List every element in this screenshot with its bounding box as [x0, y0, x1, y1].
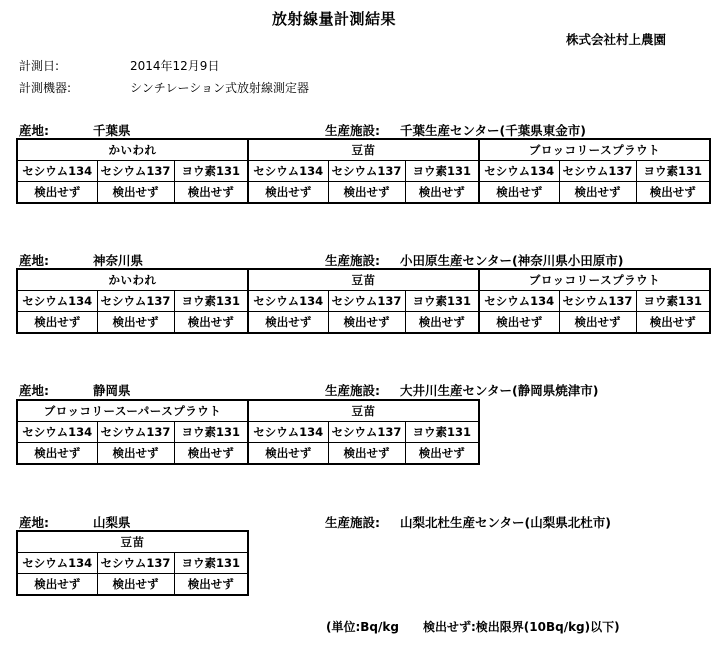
isotope-header: セシウム134: [479, 291, 559, 312]
product-header: 豆苗: [248, 269, 479, 291]
isotope-header: セシウム137: [559, 161, 636, 182]
origin-label: 産地:: [19, 383, 49, 398]
result-cell: 検出せず: [405, 443, 479, 465]
result-cell: 検出せず: [248, 312, 328, 334]
product-header: 豆苗: [248, 139, 479, 161]
origin-label: 産地:: [19, 253, 49, 268]
result-cell: 検出せず: [636, 182, 710, 204]
result-cell: 検出せず: [17, 574, 97, 596]
result-cell: 検出せず: [405, 312, 479, 334]
isotope-header: ヨウ素131: [405, 291, 479, 312]
origin-value: 千葉県: [93, 123, 131, 138]
result-cell: 検出せず: [479, 312, 559, 334]
product-header: 豆苗: [17, 531, 248, 553]
result-cell: 検出せず: [17, 182, 97, 204]
device-label: 計測機器:: [19, 81, 72, 95]
result-cell: 検出せず: [559, 312, 636, 334]
origin-value: 神奈川県: [93, 253, 144, 268]
isotope-header: セシウム134: [17, 553, 97, 574]
isotope-header: セシウム134: [17, 291, 97, 312]
isotope-header: セシウム137: [328, 161, 405, 182]
origin-value: 静岡県: [93, 383, 131, 398]
result-cell: 検出せず: [636, 312, 710, 334]
isotope-header: セシウム137: [97, 553, 174, 574]
origin-label: 産地:: [19, 123, 49, 138]
isotope-header: セシウム134: [17, 161, 97, 182]
result-cell: 検出せず: [479, 182, 559, 204]
result-cell: 検出せず: [97, 182, 174, 204]
isotope-header: ヨウ素131: [174, 422, 248, 443]
result-cell: 検出せず: [405, 182, 479, 204]
result-cell: 検出せず: [248, 443, 328, 465]
result-cell: 検出せず: [174, 312, 248, 334]
measure-date: 2014年12月9日: [130, 59, 220, 73]
isotope-header: セシウム137: [559, 291, 636, 312]
device-name: シンチレーション式放射線測定器: [130, 81, 309, 95]
facility-value: 大井川生産センター(静岡県焼津市): [400, 383, 599, 398]
product-header: ブロッコリースーパースプラウト: [17, 400, 248, 422]
product-header: かいわれ: [17, 269, 248, 291]
result-cell: 検出せず: [328, 182, 405, 204]
result-cell: 検出せず: [248, 182, 328, 204]
result-cell: 検出せず: [17, 443, 97, 465]
result-cell: 検出せず: [174, 182, 248, 204]
isotope-header: セシウム137: [328, 422, 405, 443]
results-table: [16, 399, 480, 465]
product-header: ブロッコリースプラウト: [479, 139, 710, 161]
result-cell: 検出せず: [559, 182, 636, 204]
isotope-header: ヨウ素131: [174, 161, 248, 182]
result-cell: 検出せず: [17, 312, 97, 334]
facility-label: 生産施設:: [325, 123, 380, 138]
product-header: ブロッコリースプラウト: [479, 269, 710, 291]
isotope-header: ヨウ素131: [405, 161, 479, 182]
result-cell: 検出せず: [97, 312, 174, 334]
product-header: 豆苗: [248, 400, 479, 422]
result-cell: 検出せず: [174, 574, 248, 596]
company-name: 株式会社村上農園: [566, 32, 667, 47]
facility-value: 小田原生産センター(神奈川県小田原市): [400, 253, 624, 268]
isotope-header: セシウム134: [248, 161, 328, 182]
isotope-header: ヨウ素131: [636, 291, 710, 312]
facility-label: 生産施設:: [325, 383, 380, 398]
facility-label: 生産施設:: [325, 515, 380, 530]
facility-value: 千葉生産センター(千葉県東金市): [400, 123, 586, 138]
isotope-header: セシウム137: [97, 161, 174, 182]
measure-date-label: 計測日:: [19, 59, 60, 73]
footer-note: (単位:Bq/kg 検出せず:検出限界(10Bq/kg)以下): [326, 620, 620, 634]
isotope-header: セシウム134: [248, 422, 328, 443]
results-table: [16, 138, 711, 204]
origin-label: 産地:: [19, 515, 49, 530]
results-table: [16, 530, 249, 596]
facility-label: 生産施設:: [325, 253, 380, 268]
isotope-header: セシウム137: [97, 422, 174, 443]
product-header: かいわれ: [17, 139, 248, 161]
result-cell: 検出せず: [328, 312, 405, 334]
origin-value: 山梨県: [93, 515, 131, 530]
isotope-header: ヨウ素131: [405, 422, 479, 443]
isotope-header: ヨウ素131: [174, 553, 248, 574]
isotope-header: セシウム137: [328, 291, 405, 312]
results-table: [16, 268, 711, 334]
isotope-header: セシウム134: [479, 161, 559, 182]
isotope-header: セシウム134: [17, 422, 97, 443]
result-cell: 検出せず: [97, 574, 174, 596]
result-cell: 検出せず: [97, 443, 174, 465]
result-cell: 検出せず: [328, 443, 405, 465]
isotope-header: セシウム137: [97, 291, 174, 312]
isotope-header: セシウム134: [248, 291, 328, 312]
facility-value: 山梨北杜生産センター(山梨県北杜市): [400, 515, 611, 530]
isotope-header: ヨウ素131: [174, 291, 248, 312]
page-title: 放射線量計測結果: [272, 10, 397, 28]
isotope-header: ヨウ素131: [636, 161, 710, 182]
result-cell: 検出せず: [174, 443, 248, 465]
